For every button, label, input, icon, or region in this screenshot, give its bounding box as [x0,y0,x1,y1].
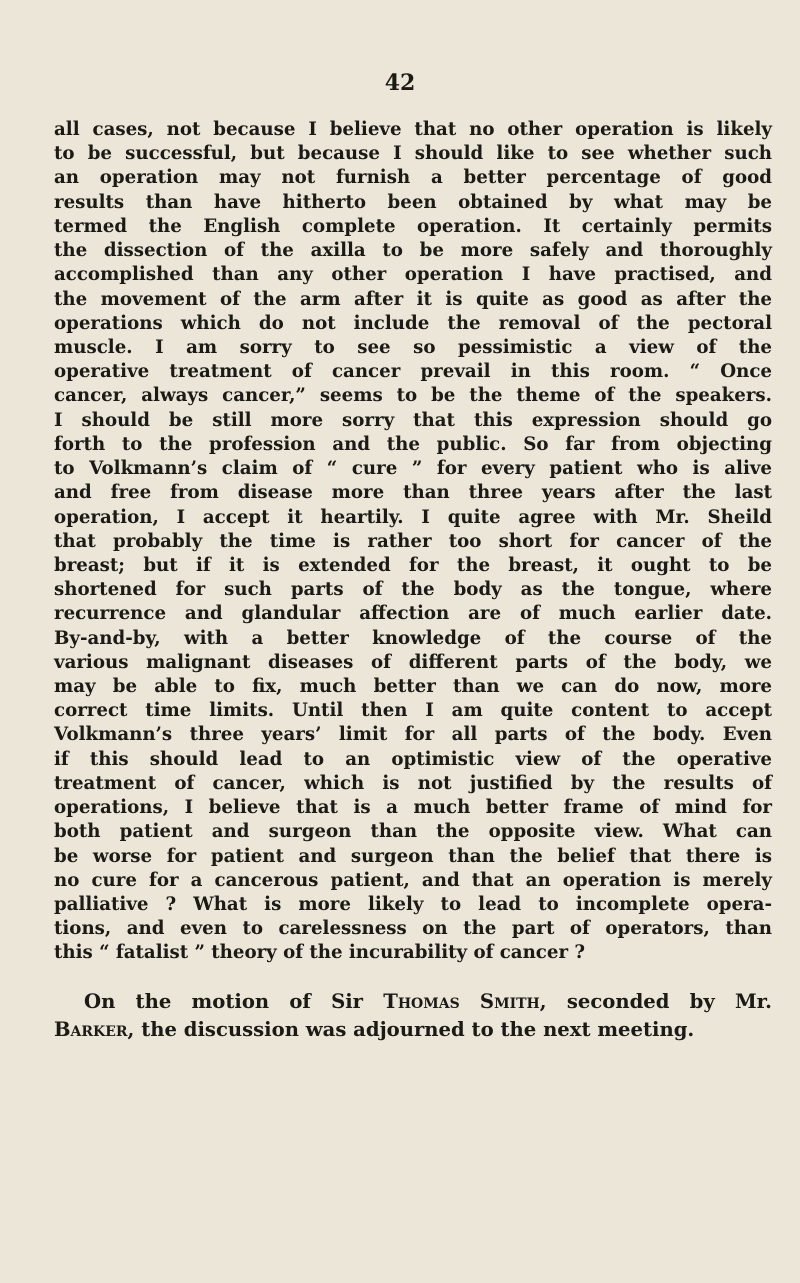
text-line: muscle. I am sorry to see so pessimistic a view of the [54,336,772,358]
text-line: I should be still more sorry that this expression should go [54,409,772,431]
document-body [54,118,772,1044]
text-line: correct time limits. Until then I am quite content to accept [54,700,772,722]
text-line: operative treatment of cancer prevail in this room. “ Once [54,361,772,383]
closing-text: On the motion of Sir [84,989,384,1013]
person-name: Thomas Smith [383,989,540,1013]
text-line: and free from disease more than three years after the last [54,482,772,504]
text-line: that probably the time is rather too short for cancer of the [54,530,772,552]
text-line: operations which do not include the removal of the pectoral [54,312,772,334]
text-line: various malignant diseases of different parts of the body, we [54,651,772,673]
text-line: an operation may not furnish a better percentage of good [54,167,772,189]
page-number: 42 [384,70,416,96]
text-line: cancer, always cancer,” seems to be the theme of the speakers. [54,385,772,407]
text-line: shortened for such parts of the body as the tongue, where [54,579,772,601]
text-line: this “ fatalist ” theory of the incurability of cancer ? [54,942,586,964]
closing-paragraph [54,988,772,1044]
text-line: termed the English complete operation. It certainly permits [54,215,772,237]
text-line: palliative ? What is more likely to lead to incomplete opera- [54,894,772,915]
text-line: if this should lead to an optimistic view of the operative [54,748,772,770]
text-line: tions, and even to carelessness on the part of operators, than [54,918,772,940]
text-line: Volkmann’s three years’ limit for all parts of the body. Even [54,724,772,746]
text-line: operation, I accept it heartily. I quite agree with Mr. Sheild [54,506,772,528]
closing-text: , seconded by Mr. [539,989,773,1013]
text-line: accomplished than any other operation I have practised, and [54,264,772,286]
main-paragraph [54,118,772,966]
text-line: no cure for a cancerous patient, and that an operation is merely [54,869,772,891]
text-line: forth to the profession and the public. So far from objecting [54,433,772,455]
text-line: breast; but if it is extended for the breast, it ought to be [54,554,772,576]
text-line: to be successful, but because I should like to see whether such [54,143,772,165]
closing-text: , the discussion was adjourned to the next meeting. [127,1017,695,1041]
text-line: may be able to fix, much better than we can do now, more [54,676,772,698]
text-line: treatment of cancer, which is not justified by the results of [54,772,772,794]
text-line: the dissection of the axilla to be more safely and thoroughly [54,240,772,262]
text-line: operations, I believe that is a much better frame of mind for [54,797,772,819]
text-line: to Volkmann’s claim of “ cure ” for every patient who is alive [54,458,772,480]
text-line: results than have hitherto been obtained by what may be [54,191,772,213]
text-line: By-and-by, with a better knowledge of the course of the [54,627,772,649]
person-name: Barker [54,1017,128,1041]
text-line: the movement of the arm after it is quite as good as after the [54,288,772,310]
text-line: be worse for patient and surgeon than the belief that there is [54,845,772,867]
text-line: both patient and surgeon than the opposite view. What can [54,821,772,843]
text-line: all cases, not because I believe that no other operation is likely [54,119,772,140]
closing-line-1 [54,988,772,1016]
text-line: recurrence and glandular affection are of much earlier date. [54,603,772,625]
closing-line-2 [54,1016,772,1044]
